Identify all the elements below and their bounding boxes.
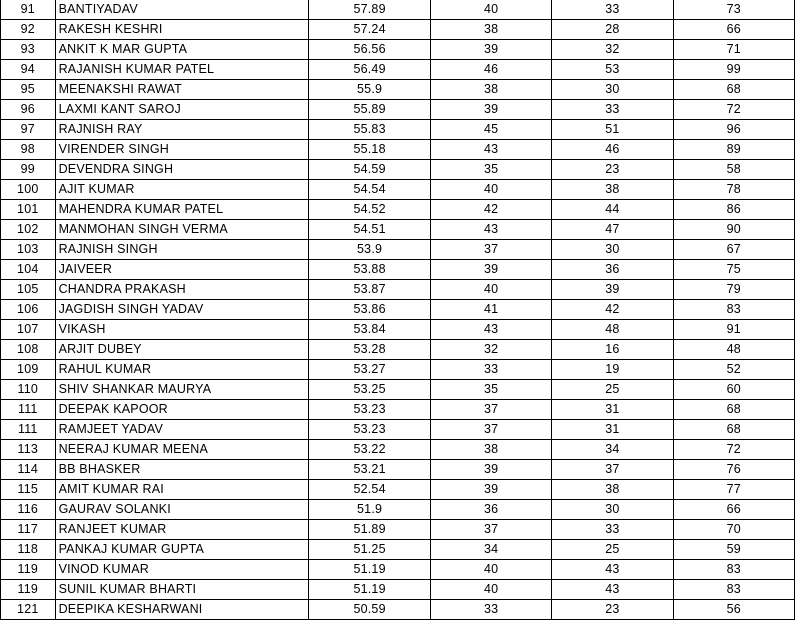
rank-cell: 98 — [1, 140, 56, 160]
total-cell: 72 — [673, 100, 794, 120]
marks-b-cell: 33 — [552, 520, 673, 540]
marks-a-cell: 46 — [430, 60, 551, 80]
name-cell: NEERAJ KUMAR MEENA — [55, 440, 309, 460]
table-row — [1, 340, 795, 360]
marks-b-cell: 32 — [552, 40, 673, 60]
total-cell: 89 — [673, 140, 794, 160]
marks-b-cell: 47 — [552, 220, 673, 240]
table-row — [1, 480, 795, 500]
table-row — [1, 460, 795, 480]
marks-b-cell: 53 — [552, 60, 673, 80]
table-row — [1, 140, 795, 160]
marks-b-cell: 34 — [552, 440, 673, 460]
marks-a-cell: 41 — [430, 300, 551, 320]
table-row — [1, 420, 795, 440]
marks-b-cell: 31 — [552, 400, 673, 420]
rank-cell: 93 — [1, 40, 56, 60]
marks-b-cell: 39 — [552, 280, 673, 300]
table-body — [1, 0, 795, 620]
name-cell: VIKASH — [55, 320, 309, 340]
name-cell: RAJNISH RAY — [55, 120, 309, 140]
total-cell: 83 — [673, 580, 794, 600]
table-row — [1, 500, 795, 520]
table-row — [1, 360, 795, 380]
marks-b-cell: 48 — [552, 320, 673, 340]
table-row — [1, 160, 795, 180]
total-cell: 48 — [673, 340, 794, 360]
marks-b-cell: 38 — [552, 480, 673, 500]
marks-a-cell: 39 — [430, 260, 551, 280]
rank-cell: 104 — [1, 260, 56, 280]
rank-cell: 116 — [1, 500, 56, 520]
rank-cell: 107 — [1, 320, 56, 340]
score-cell: 50.59 — [309, 600, 431, 620]
marks-a-cell: 40 — [430, 560, 551, 580]
rank-cell: 94 — [1, 60, 56, 80]
rank-cell: 100 — [1, 180, 56, 200]
rank-cell: 92 — [1, 20, 56, 40]
score-cell: 57.89 — [309, 0, 431, 20]
score-cell: 54.52 — [309, 200, 431, 220]
table-row — [1, 400, 795, 420]
score-cell: 53.21 — [309, 460, 431, 480]
marks-a-cell: 38 — [430, 20, 551, 40]
name-cell: DEEPAK KAPOOR — [55, 400, 309, 420]
name-cell: RAKESH KESHRI — [55, 20, 309, 40]
table-row — [1, 180, 795, 200]
marks-b-cell: 43 — [552, 560, 673, 580]
marks-b-cell: 46 — [552, 140, 673, 160]
total-cell: 68 — [673, 80, 794, 100]
name-cell: RAHUL KUMAR — [55, 360, 309, 380]
total-cell: 58 — [673, 160, 794, 180]
score-cell: 56.56 — [309, 40, 431, 60]
table-row — [1, 120, 795, 140]
marks-a-cell: 45 — [430, 120, 551, 140]
marks-b-cell: 36 — [552, 260, 673, 280]
marks-b-cell: 31 — [552, 420, 673, 440]
score-cell: 53.28 — [309, 340, 431, 360]
score-cell: 53.23 — [309, 400, 431, 420]
total-cell: 70 — [673, 520, 794, 540]
marks-a-cell: 38 — [430, 80, 551, 100]
total-cell: 90 — [673, 220, 794, 240]
marks-b-cell: 42 — [552, 300, 673, 320]
table-row — [1, 40, 795, 60]
total-cell: 68 — [673, 400, 794, 420]
marks-a-cell: 40 — [430, 0, 551, 20]
rank-cell: 102 — [1, 220, 56, 240]
table-row — [1, 300, 795, 320]
table-row — [1, 600, 795, 620]
rank-cell: 106 — [1, 300, 56, 320]
marks-a-cell: 34 — [430, 540, 551, 560]
rank-cell: 110 — [1, 380, 56, 400]
name-cell: RAJNISH SINGH — [55, 240, 309, 260]
marks-a-cell: 33 — [430, 360, 551, 380]
total-cell: 66 — [673, 20, 794, 40]
score-cell: 53.88 — [309, 260, 431, 280]
score-cell: 53.86 — [309, 300, 431, 320]
marks-b-cell: 25 — [552, 540, 673, 560]
table-row — [1, 440, 795, 460]
name-cell: RAMJEET YADAV — [55, 420, 309, 440]
marks-a-cell: 37 — [430, 400, 551, 420]
total-cell: 76 — [673, 460, 794, 480]
marks-a-cell: 43 — [430, 140, 551, 160]
marks-a-cell: 43 — [430, 220, 551, 240]
marks-b-cell: 25 — [552, 380, 673, 400]
table-row — [1, 380, 795, 400]
score-cell: 54.59 — [309, 160, 431, 180]
score-cell: 53.25 — [309, 380, 431, 400]
total-cell: 59 — [673, 540, 794, 560]
name-cell: DEVENDRA SINGH — [55, 160, 309, 180]
table-row — [1, 580, 795, 600]
marks-a-cell: 37 — [430, 420, 551, 440]
score-cell: 55.18 — [309, 140, 431, 160]
marks-b-cell: 30 — [552, 500, 673, 520]
total-cell: 99 — [673, 60, 794, 80]
score-cell: 51.9 — [309, 500, 431, 520]
rank-cell: 118 — [1, 540, 56, 560]
name-cell: BB BHASKER — [55, 460, 309, 480]
table-row — [1, 200, 795, 220]
marks-a-cell: 36 — [430, 500, 551, 520]
score-cell: 53.23 — [309, 420, 431, 440]
name-cell: MAHENDRA KUMAR PATEL — [55, 200, 309, 220]
name-cell: RAJANISH KUMAR PATEL — [55, 60, 309, 80]
marks-a-cell: 39 — [430, 100, 551, 120]
marks-b-cell: 30 — [552, 80, 673, 100]
name-cell: CHANDRA PRAKASH — [55, 280, 309, 300]
marks-a-cell: 37 — [430, 520, 551, 540]
score-cell: 53.22 — [309, 440, 431, 460]
marks-a-cell: 40 — [430, 580, 551, 600]
score-cell: 57.24 — [309, 20, 431, 40]
score-cell: 55.9 — [309, 80, 431, 100]
name-cell: DEEPIKA KESHARWANI — [55, 600, 309, 620]
marks-b-cell: 43 — [552, 580, 673, 600]
rank-cell: 101 — [1, 200, 56, 220]
score-cell: 55.89 — [309, 100, 431, 120]
marks-a-cell: 42 — [430, 200, 551, 220]
total-cell: 72 — [673, 440, 794, 460]
score-cell: 53.9 — [309, 240, 431, 260]
total-cell: 91 — [673, 320, 794, 340]
total-cell: 60 — [673, 380, 794, 400]
name-cell: LAXMI KANT SAROJ — [55, 100, 309, 120]
score-cell: 53.87 — [309, 280, 431, 300]
marks-a-cell: 39 — [430, 40, 551, 60]
rank-cell: 96 — [1, 100, 56, 120]
name-cell: ANKIT K MAR GUPTA — [55, 40, 309, 60]
rank-cell: 105 — [1, 280, 56, 300]
score-cell: 56.49 — [309, 60, 431, 80]
total-cell: 75 — [673, 260, 794, 280]
table-row — [1, 220, 795, 240]
rank-cell: 113 — [1, 440, 56, 460]
score-cell: 53.84 — [309, 320, 431, 340]
total-cell: 79 — [673, 280, 794, 300]
total-cell: 71 — [673, 40, 794, 60]
table-row — [1, 240, 795, 260]
table-row — [1, 260, 795, 280]
rank-cell: 119 — [1, 580, 56, 600]
score-cell: 53.27 — [309, 360, 431, 380]
rank-cell: 97 — [1, 120, 56, 140]
total-cell: 68 — [673, 420, 794, 440]
marks-b-cell: 37 — [552, 460, 673, 480]
table-row — [1, 0, 795, 20]
name-cell: MEENAKSHI RAWAT — [55, 80, 309, 100]
marks-b-cell: 23 — [552, 600, 673, 620]
table-row — [1, 20, 795, 40]
table-row — [1, 60, 795, 80]
table-row — [1, 280, 795, 300]
total-cell: 78 — [673, 180, 794, 200]
table-row — [1, 80, 795, 100]
rank-cell: 111 — [1, 420, 56, 440]
score-cell: 51.89 — [309, 520, 431, 540]
table-row — [1, 560, 795, 580]
rank-cell: 109 — [1, 360, 56, 380]
marks-a-cell: 39 — [430, 480, 551, 500]
marks-b-cell: 30 — [552, 240, 673, 260]
rank-cell: 99 — [1, 160, 56, 180]
marks-a-cell: 35 — [430, 160, 551, 180]
score-cell: 51.19 — [309, 560, 431, 580]
total-cell: 83 — [673, 300, 794, 320]
name-cell: JAGDISH SINGH YADAV — [55, 300, 309, 320]
rank-cell: 103 — [1, 240, 56, 260]
name-cell: PANKAJ KUMAR GUPTA — [55, 540, 309, 560]
table-row — [1, 100, 795, 120]
marks-a-cell: 39 — [430, 460, 551, 480]
name-cell: SUNIL KUMAR BHARTI — [55, 580, 309, 600]
score-cell: 54.54 — [309, 180, 431, 200]
total-cell: 66 — [673, 500, 794, 520]
marks-b-cell: 44 — [552, 200, 673, 220]
table-row — [1, 520, 795, 540]
name-cell: VINOD KUMAR — [55, 560, 309, 580]
name-cell: AJIT KUMAR — [55, 180, 309, 200]
marks-a-cell: 40 — [430, 280, 551, 300]
marks-a-cell: 32 — [430, 340, 551, 360]
score-cell: 55.83 — [309, 120, 431, 140]
rank-cell: 119 — [1, 560, 56, 580]
score-cell: 54.51 — [309, 220, 431, 240]
marks-a-cell: 33 — [430, 600, 551, 620]
total-cell: 96 — [673, 120, 794, 140]
marks-b-cell: 28 — [552, 20, 673, 40]
marks-a-cell: 43 — [430, 320, 551, 340]
name-cell: VIRENDER SINGH — [55, 140, 309, 160]
name-cell: MANMOHAN SINGH VERMA — [55, 220, 309, 240]
total-cell: 77 — [673, 480, 794, 500]
marks-a-cell: 35 — [430, 380, 551, 400]
marks-b-cell: 16 — [552, 340, 673, 360]
name-cell: BANTIYADAV — [55, 0, 309, 20]
score-cell: 51.19 — [309, 580, 431, 600]
marks-a-cell: 40 — [430, 180, 551, 200]
table-row — [1, 320, 795, 340]
marks-b-cell: 19 — [552, 360, 673, 380]
rank-cell: 121 — [1, 600, 56, 620]
total-cell: 67 — [673, 240, 794, 260]
rank-cell: 117 — [1, 520, 56, 540]
name-cell: AMIT KUMAR RAI — [55, 480, 309, 500]
marks-b-cell: 33 — [552, 0, 673, 20]
total-cell: 56 — [673, 600, 794, 620]
marks-a-cell: 38 — [430, 440, 551, 460]
score-cell: 52.54 — [309, 480, 431, 500]
marks-b-cell: 51 — [552, 120, 673, 140]
rank-cell: 95 — [1, 80, 56, 100]
table-row — [1, 540, 795, 560]
marks-b-cell: 23 — [552, 160, 673, 180]
score-cell: 51.25 — [309, 540, 431, 560]
rank-cell: 91 — [1, 0, 56, 20]
total-cell: 73 — [673, 0, 794, 20]
name-cell: RANJEET KUMAR — [55, 520, 309, 540]
rank-cell: 115 — [1, 480, 56, 500]
marks-b-cell: 33 — [552, 100, 673, 120]
rank-cell: 114 — [1, 460, 56, 480]
name-cell: JAIVEER — [55, 260, 309, 280]
name-cell: SHIV SHANKAR MAURYA — [55, 380, 309, 400]
total-cell: 83 — [673, 560, 794, 580]
rank-cell: 108 — [1, 340, 56, 360]
marks-b-cell: 38 — [552, 180, 673, 200]
marks-a-cell: 37 — [430, 240, 551, 260]
total-cell: 52 — [673, 360, 794, 380]
total-cell: 86 — [673, 200, 794, 220]
rank-cell: 111 — [1, 400, 56, 420]
name-cell: ARJIT DUBEY — [55, 340, 309, 360]
name-cell: GAURAV SOLANKI — [55, 500, 309, 520]
